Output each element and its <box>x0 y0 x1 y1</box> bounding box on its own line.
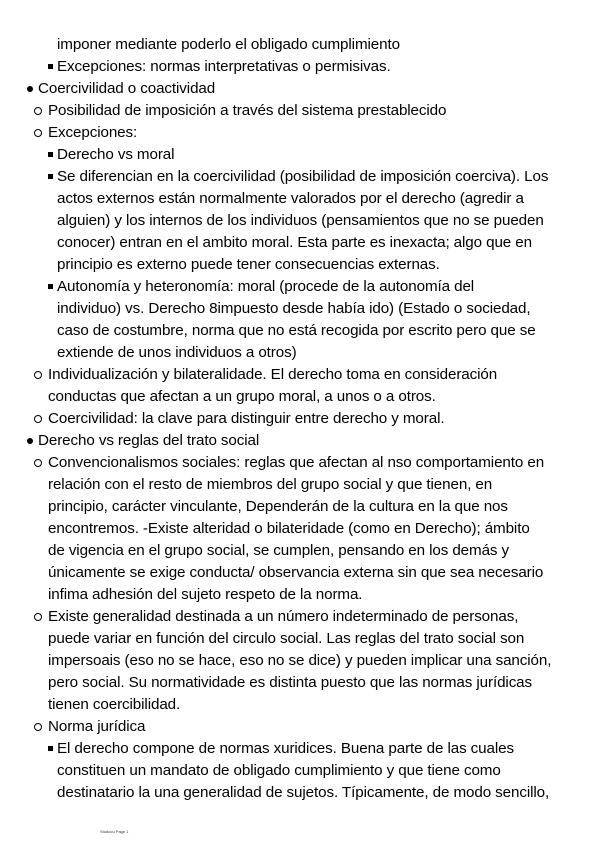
text-line: pero social. Su normatividade es distinta puesto que las normas jurídicas <box>48 674 533 691</box>
text-line: tienen coercibilidad. <box>48 696 181 713</box>
text-line: únicamente se exige conducta/ observancia externa sin que sea necesario <box>48 564 544 581</box>
text-line: imponer mediante poderlo el obligado cumplimiento <box>57 36 400 53</box>
text-line: Excepciones: <box>48 124 138 141</box>
circle-bullet-icon <box>34 129 42 137</box>
text-line: encontremos. -Existe alteridad o bilateridade (como en Derecho); ámbito <box>48 520 530 537</box>
text-line: Autonomía y heteronomía: moral (procede de la autonomía del <box>57 278 475 295</box>
square-bullet-icon <box>48 284 53 289</box>
square-bullet-icon <box>48 746 53 751</box>
text-line: Norma jurídica <box>48 718 146 735</box>
page-footer: Studocu Page 1 <box>100 829 129 834</box>
text-line: caso de costumbre, norma que no está recogida por escrito pero que se <box>57 322 536 339</box>
disc-bullet-icon <box>27 86 33 92</box>
square-bullet-icon <box>48 64 53 69</box>
text-line: principio es externo puede tener consecuencias externas. <box>57 256 440 273</box>
text-line: extiende de unos individuos a otros) <box>57 344 297 361</box>
text-line: infima adhesión del sujeto respeto de la norma. <box>48 586 363 603</box>
text-line: Excepciones: normas interpretativas o permisivas. <box>57 58 391 75</box>
circle-bullet-icon <box>34 723 42 731</box>
text-line: conductas que afectan a un grupo moral, a unos o a otros. <box>48 388 436 405</box>
square-bullet-icon <box>48 152 53 157</box>
text-line: relación con el resto de miembros del grupo social y que tienen, en <box>48 476 493 493</box>
text-line: Individualización y bilateralidade. El derecho toma en consideración <box>48 366 498 383</box>
text-line: actos externos están normalmente valorados por el derecho (agredir a <box>57 190 524 207</box>
circle-bullet-icon <box>34 107 42 115</box>
circle-bullet-icon <box>34 371 42 379</box>
text-line: destinatario la una generalidad de sujetos. Típicamente, de modo sencillo, <box>57 784 550 801</box>
text-line: Coercivilidad: la clave para distinguir entre derecho y moral. <box>48 410 445 427</box>
circle-bullet-icon <box>34 459 42 467</box>
circle-bullet-icon <box>34 415 42 423</box>
heading-line: Derecho vs reglas del trato social <box>38 432 260 449</box>
heading-line: Coercivilidad o coactividad <box>38 80 216 97</box>
text-line: constituen un mandato de obligado cumplimiento y que tiene como <box>57 762 501 779</box>
circle-bullet-icon <box>34 613 42 621</box>
text-line: Posibilidad de imposición a través del sistema prestablecido <box>48 102 447 119</box>
disc-bullet-icon <box>27 438 33 444</box>
text-line: puede variar en función del circulo social. Las reglas del trato social son <box>48 630 525 647</box>
text-line: impersoais (eso no se hace, eso no se dice) y pueden implicar una sanción, <box>48 652 552 669</box>
text-line: Derecho vs moral <box>57 146 175 163</box>
text-line: alguien) y los internos de los individuos (pensamientos que no se pueden <box>57 212 544 229</box>
text-line: conocer) entran en el ambito moral. Esta parte es inexacta; algo que en <box>57 234 532 251</box>
square-bullet-icon <box>48 174 53 179</box>
text-line: Se diferencian en la coercivilidad (posibilidad de imposición coerciva). Los <box>57 168 549 185</box>
text-line: Existe generalidad destinada a un número indeterminado de personas, <box>48 608 519 625</box>
text-line: El derecho compone de normas xuridices. Buena parte de las cuales <box>57 740 514 757</box>
text-line: de vigencia en el grupo social, se cumplen, pensando en los demás y <box>48 542 510 559</box>
text-line: Convencionalismos sociales: reglas que afectan al nso comportamiento en <box>48 454 545 471</box>
text-line: individuo) vs. Derecho 8impuesto desde había ido) (Estado o sociedad, <box>57 300 531 317</box>
text-line: principio, carácter vinculante, Dependerán de la cultura en la que nos <box>48 498 508 515</box>
